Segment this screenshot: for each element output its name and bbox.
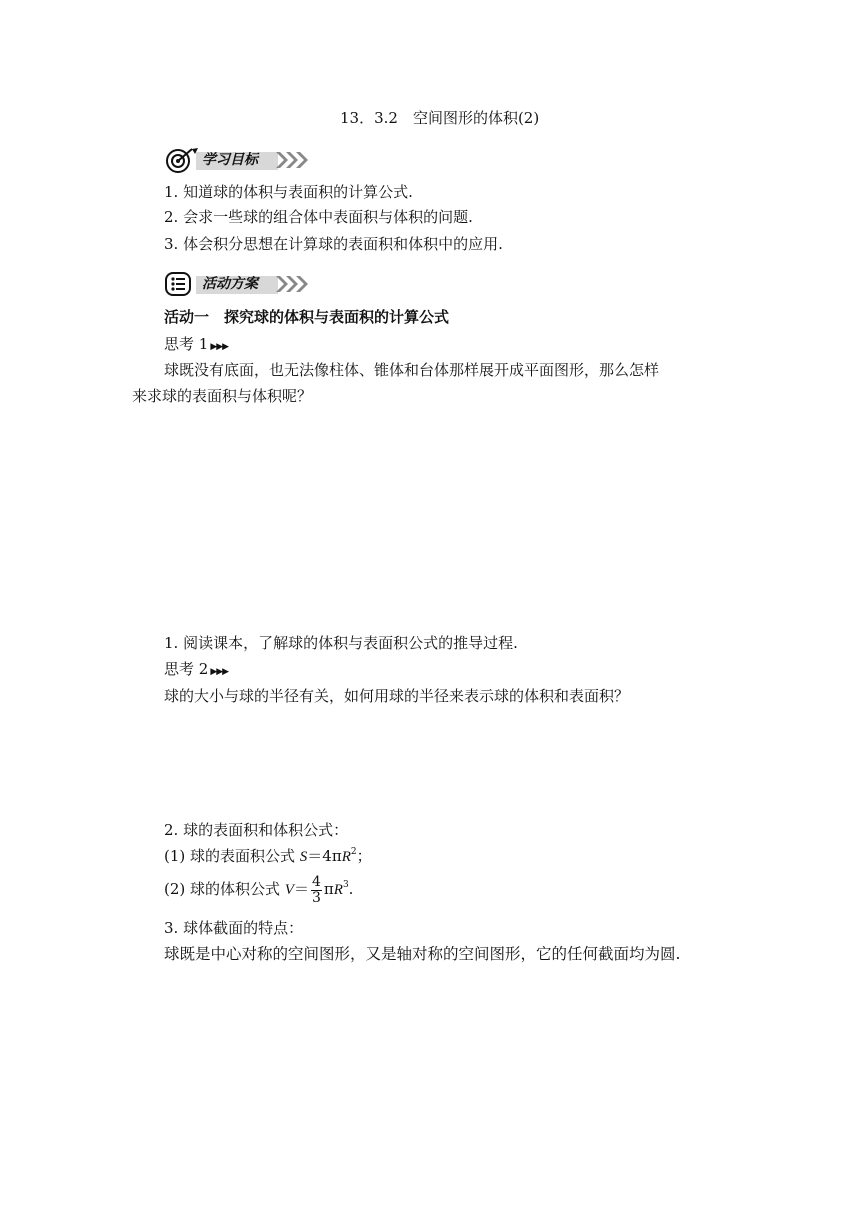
formula-2-end: . [348,880,354,898]
formula-1-eq: ＝4π [307,847,342,865]
triangle-arrows-icon: ▶▶▶ [210,667,229,677]
fraction-four-thirds [311,875,322,906]
list-item-1: 1. 阅读课本，了解球的体积与表面积公式的推导过程. [164,634,518,652]
formula-surface-area [164,846,372,867]
think-2-label [164,659,228,682]
objectives-label: 学习目标 [202,152,258,168]
formula-1-exponent: 2 [350,847,357,857]
think-2-body: 球的大小与球的半径有关，如何用球的半径来表示球的体积和表面积？ [164,687,630,705]
formula-volume [164,872,353,907]
fraction-denominator: 3 [311,889,321,906]
formula-2-exponent: 3 [342,880,349,890]
page-title: 13．3.2 空间图形的体积(2) [340,109,540,127]
plan-label: 活动方案 [202,276,258,292]
formula-2-var-r: R [333,882,343,898]
fraction-numerator: 4 [311,873,321,890]
think-1-text: 思考 1 [164,335,209,353]
list-item-3: 3. 球体截面的特点： [164,919,304,937]
think-1-label [164,334,228,357]
triangle-arrows-icon: ▶▶▶ [210,342,229,352]
formula-2-var-v: V [284,882,294,898]
objective-item: 1. 知道球的体积与表面积的计算公式. [164,183,413,201]
think-1-body-line2: 来求球的表面积与体积呢？ [132,387,313,405]
objective-item: 2. 会求一些球的组合体中表面积与体积的问题. [164,208,473,226]
formula-1-var-r: R [341,849,351,865]
chevrons-icon [274,274,314,294]
formula-1-var-s: S [299,849,308,865]
formula-1-end: ； [356,847,372,865]
list-item-2: 2. 球的表面积和体积公式： [164,821,349,839]
formula-2-eq: ＝ [293,880,309,898]
formula-1-label: (1) 球的表面积公式 [164,847,300,865]
think-2-text: 思考 2 [164,660,209,678]
objective-item: 3. 体会积分思想在计算球的表面积和体积中的应用. [164,235,503,253]
activity-heading: 活动一 探究球的体积与表面积的计算公式 [164,308,450,326]
plan-banner [162,270,322,298]
chevrons-icon [274,150,314,170]
formula-2-label: (2) 球的体积公式 [164,880,285,898]
section-property-text: 球既是中心对称的空间图形，又是轴对称的空间图形，它的任何截面均为圆. [164,945,681,963]
think-1-body-line1: 球既没有底面，也无法像柱体、锥体和台体那样展开成平面图形，那么怎样 [164,361,660,379]
formula-2-pi: π [323,880,334,898]
objectives-banner [162,146,322,174]
